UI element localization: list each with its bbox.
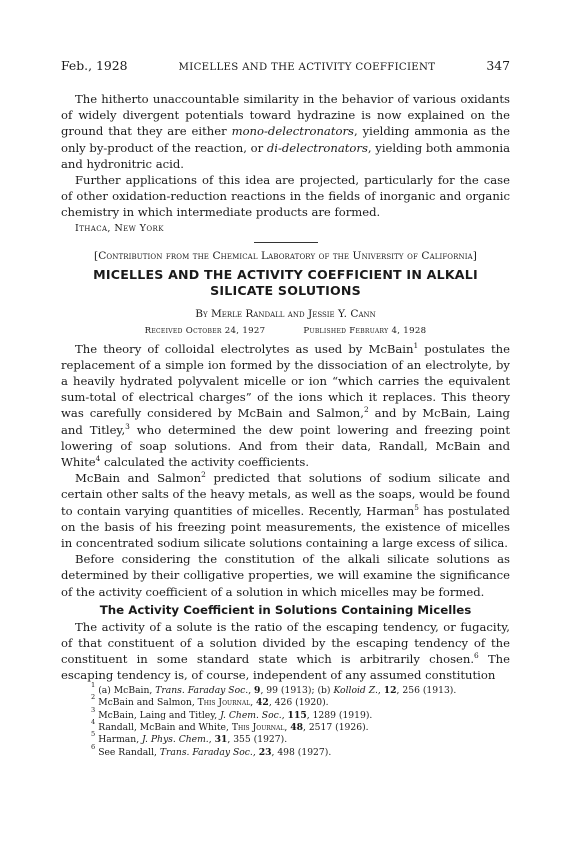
footnote-text-run: , — [250, 697, 257, 709]
footnote-text-run: , — [252, 746, 259, 758]
running-head — [61, 58, 510, 76]
body-paragraph-1: The theory of colloidal electrolytes as used by McBain$^1$ postulates the replacement of a simple ion formed by the dissociation of an electrolyte, by a heavily hydrated polyvalent micelle or ion “which carries the equivalent sum-total of electrical charges” of the ions which it replaces. This theory was carefully considered by McBain and Salmon,$^2$ and by McBain, Laing and Titley,$^3$ who determined the dew point lowering and freezing point lowering of soap solutions. And from their data, Randall, McBain and White$^4$ calculated the activity coefficients. — [61, 340, 511, 470]
footnote-text-run: This Journal — [231, 721, 285, 733]
footnote-text-run: , — [208, 734, 215, 746]
footnote-1: 1 (a) McBain, Trans. Faraday Soc., 9, 99 (1913); (b) Kolloid Z., 12, 256 (1913). — [91, 680, 457, 696]
footnote-text-run: , — [281, 709, 288, 721]
footnote-text-run: McBain and Salmon, — [98, 697, 198, 709]
article-title — [61, 267, 510, 299]
footnote-3: 3 McBain, Laing and Titley, J. Chem. Soc., 115, 1289 (1919). — [91, 705, 373, 721]
prev-article-paragraph-1: The hitherto unaccountable similarity in the behavior of various oxidants of widely divergent potentials toward hydrazine is now explained on the ground that they are either mono-delectronators, yielding ammonia as the only by-product of the reaction, or di-delectronators, yielding both ammonia and hydronitric acid. — [61, 92, 510, 171]
footnote-ref-2[interactable]: 2 — [363, 405, 369, 415]
published-date: Published February 4, 1928 — [303, 325, 427, 336]
footnote-4: 4 Randall, McBain and White, This Journal, 48, 2517 (1926). — [91, 717, 369, 733]
article-dates — [61, 325, 510, 337]
footnote-text-run: , — [377, 684, 384, 696]
issue-date: Feb., 1928 — [61, 58, 128, 73]
author-affiliation: Ithaca, New York — [75, 222, 164, 234]
footnote-ref-2b[interactable]: 2 — [201, 470, 206, 480]
footnote-5: 5 Harman, J. Phys. Chem., 31, 355 (1927). — [91, 730, 288, 746]
footnote-text-run: Harman, — [98, 734, 143, 746]
footnote-2: 2 McBain and Salmon, This Journal, 42, 426 (1920). — [91, 693, 329, 709]
footnote-text-run: Trans. Faraday Soc. — [159, 746, 253, 758]
footnote-text-run: J. Phys. Chem. — [142, 734, 209, 746]
footnote-text-run: J. Chem. Soc. — [220, 709, 282, 721]
footnote-text-run: , 426 (1920). — [268, 697, 329, 709]
footnote-text-run: , — [248, 684, 255, 696]
footnote-text-run: 23 — [258, 746, 272, 758]
footnote-text-run: 42 — [256, 697, 269, 709]
footnote-text-run: Kolloid Z. — [333, 684, 378, 696]
footnote-text-run: 12 — [383, 684, 397, 696]
footnote-text-run: , 355 (1927). — [227, 734, 288, 746]
footnote-text-run: McBain, Laing and Titley, — [98, 709, 221, 721]
received-date: Received October 24, 1927 — [144, 325, 266, 336]
footnote-text-run: 31 — [214, 734, 228, 746]
footnote-ref-6[interactable]: 6 — [474, 651, 479, 661]
footnote-text-run: (a) McBain, — [98, 684, 156, 696]
footnote-ref-5[interactable]: 5 — [414, 502, 419, 512]
footnote-text-run: , 99 (1913); (b) — [260, 684, 334, 696]
running-title: MICELLES AND THE ACTIVITY COEFFICIENT — [178, 62, 436, 73]
body-paragraph-4: The activity of a solute is the ratio of the escaping tendency, or fugacity, of that constituent of a solution divided by the escaping tendency of the constituent in some standard state which is arbitrarily chosen.$^6$ The escaping tendency is, of course, independent of any assumed constitution — [61, 619, 511, 683]
footnote-6: 6 See Randall, Trans. Faraday Soc., 23, 498 (1927). — [91, 742, 332, 758]
body-paragraph-2: McBain and Salmon$^2$ predicted that solutions of sodium silicate and certain other salts of the heavy metals, as well as the soaps, would be found to contain varying quantities of micelles. Recently, Harman$^5$ has postulated on the basis of his freezing point measurements, the existence of micelles in concentrated sodium silicate solutions containing a large excess of silica. — [61, 470, 510, 551]
footnote-text-run: 48 — [290, 721, 303, 733]
article-title-line-1: MICELLES AND THE ACTIVITY COEFFICIENT IN ALKALI — [93, 266, 478, 282]
contribution-note: [Contribution from the Chemical Laboratory of the University of California] — [93, 249, 477, 262]
footnote-ref-3[interactable]: 3 — [125, 421, 130, 431]
section-heading: The Activity Coefficient in Solutions Containing Micelles — [99, 602, 472, 617]
footnote-text-run: Randall, McBain and White, — [98, 721, 232, 733]
footnote-text-run: , 2517 (1926). — [302, 721, 369, 733]
article-title-line-2: SILICATE SOLUTIONS — [210, 282, 361, 298]
footnote-text-run: 9 — [254, 684, 261, 696]
footnote-ref-4[interactable]: 4 — [95, 454, 101, 464]
footnotes — [61, 680, 510, 759]
footnote-text-run: , 498 (1927). — [271, 746, 332, 758]
footnote-text-run: , 1289 (1919). — [306, 709, 373, 721]
page-number: 347 — [486, 58, 510, 73]
byline: By Merle Randall and Jessie Y. Cann — [195, 307, 376, 320]
body-paragraph-3: Before considering the constitution of the alkali silicate solutions as determined by their colligative properties, we will examine the significance of the activity coefficient of a solution in which micelles may be formed. — [61, 552, 510, 599]
footnote-text-run: 115 — [287, 709, 307, 721]
article-separator-rule — [254, 242, 318, 243]
footnote-text-run: Trans. Faraday Soc. — [155, 684, 249, 696]
footnote-text-run: , 256 (1913). — [396, 684, 457, 696]
footnote-ref-1[interactable]: 1 — [413, 340, 419, 350]
footnote-text-run: , — [284, 721, 291, 733]
prev-article-paragraph-2: Further applications of this idea are projected, particularly for the case of other oxidation-reduction reactions in the fields of inorganic and organic chemistry in which intermediate products are formed. — [61, 173, 510, 220]
footnote-text-run: This Journal — [197, 697, 251, 709]
footnote-text-run: See Randall, — [98, 746, 160, 758]
